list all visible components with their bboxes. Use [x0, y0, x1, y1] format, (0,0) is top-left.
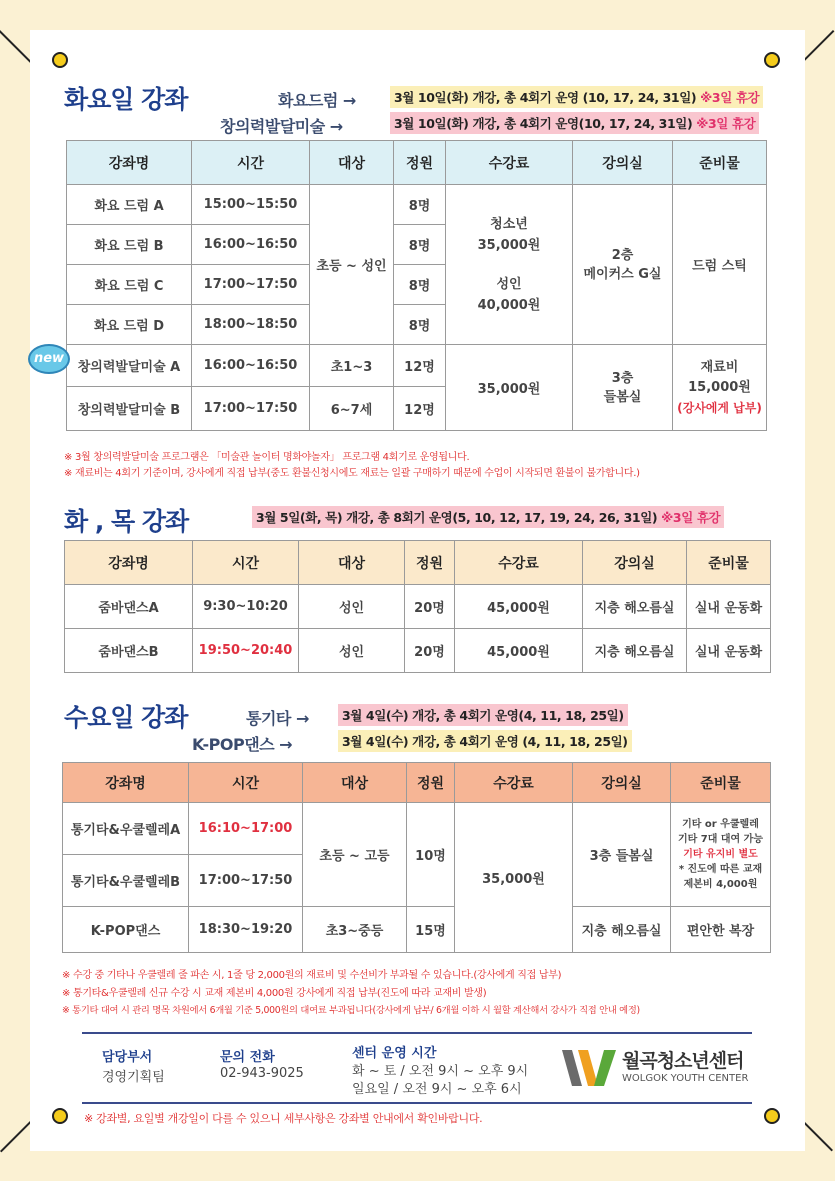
- tuesday-title: 화요일 강좌: [64, 85, 188, 114]
- art-supplies: [673, 345, 767, 431]
- guitar-room: 3층 들봄실: [573, 803, 671, 907]
- course-capacity: 20명: [405, 585, 455, 629]
- guitar-supplies: [671, 803, 771, 907]
- wednesday-fee: 35,000원: [455, 803, 573, 953]
- table-row: [65, 629, 771, 673]
- drum-holiday-note: ※3일 휴강: [700, 90, 760, 105]
- pin-top-right: [764, 52, 780, 68]
- col-header-course: 강좌명: [67, 141, 192, 185]
- center-name: 월곡청소년센터: [622, 1050, 744, 1072]
- drum-program-info: [390, 86, 763, 108]
- tuesday-table: [66, 140, 767, 431]
- col-header-fee: 수강료: [446, 141, 573, 185]
- course-name: 창의력발달미술 B: [67, 387, 192, 431]
- kpop-program-info: 3월 4일(수) 개강, 총 4회기 운영 (4, 11, 18, 25일): [338, 730, 632, 752]
- table-row: [67, 345, 767, 387]
- drum-supplies: 드럼 스틱: [673, 185, 767, 345]
- drum-fee-youth: 35,000원: [477, 237, 541, 253]
- col-header-course: 강좌명: [63, 763, 189, 803]
- art-holiday-note: ※3일 휴강: [696, 116, 756, 131]
- wednesday-table: [62, 762, 771, 953]
- drum-room-name: 메이커스 G실: [583, 266, 662, 282]
- art-supplies-payment: (강사에게 납부): [677, 400, 762, 415]
- course-time: 16:00~16:50: [192, 345, 310, 387]
- course-target: 초1~3: [310, 345, 394, 387]
- footer-bottom-rule: [82, 1102, 752, 1104]
- art-supplies-label: 재료비: [700, 359, 739, 375]
- col-header-fee: 수강료: [455, 541, 583, 585]
- tuethu-info: [252, 506, 724, 528]
- tuesday-note-1: ※ 3월 창의력발달미술 프로그램은 「미술관 놀이터 명화야놀자」 프로그램 4회기로 운영됩니다.: [64, 452, 470, 463]
- center-logo-icon: [560, 1046, 620, 1090]
- art-program-name: 창의력발달미술 →: [220, 117, 343, 136]
- course-time: 16:00~16:50: [192, 225, 310, 265]
- course-target: 성인: [299, 629, 405, 673]
- course-capacity: 15명: [407, 907, 455, 953]
- course-target: 성인: [299, 585, 405, 629]
- hours-weekday: 화 ~ 토 / 오전 9시 ~ 오후 9시: [352, 1064, 529, 1079]
- wednesday-note-2: ※ 통기타&우쿨렐레 신규 수강 시 교재 제본비 4,000원 강사에게 직접 납부(진도에 따라 교재비 발생): [62, 988, 487, 999]
- col-header-room: 강의실: [583, 541, 687, 585]
- course-supplies: 편안한 복장: [671, 907, 771, 953]
- col-header-time: 시간: [193, 541, 299, 585]
- hours-sunday: 일요일 / 오전 9시 ~ 오후 6시: [352, 1082, 522, 1097]
- tuethu-info-text: 3월 5일(화, 목) 개강, 총 8회기 운영(5, 10, 12, 17, 19, 24, 26, 31일): [256, 510, 658, 525]
- drum-room: [573, 185, 673, 345]
- guitar-supplies-4: * 진도에 따른 교재: [678, 864, 763, 875]
- course-target: 초3~중등: [303, 907, 407, 953]
- table-row: [63, 803, 771, 855]
- phone-number: 02-943-9025: [220, 1066, 304, 1081]
- course-room: 지층 해오름실: [573, 907, 671, 953]
- table-row: [67, 185, 767, 225]
- art-room: [573, 345, 673, 431]
- course-fee: 45,000원: [455, 629, 583, 673]
- logo-stroke-gray: [562, 1050, 582, 1086]
- art-supplies-cost: 15,000원: [688, 379, 751, 395]
- tuethu-title: 화 , 목 강좌: [64, 507, 189, 536]
- hours-label: 센터 운영 시간: [352, 1046, 437, 1061]
- dept-label: 담당부서: [102, 1050, 153, 1065]
- col-header-fee: 수강료: [455, 763, 573, 803]
- drum-info-text: 3월 10일(화) 개강, 총 4회기 운영 (10, 17, 24, 31일): [394, 90, 697, 105]
- table-row: [65, 585, 771, 629]
- course-name: 화요 드럼 A: [67, 185, 192, 225]
- table-row: [63, 907, 771, 953]
- tuethu-table: [64, 540, 771, 673]
- footer-top-rule: [82, 1032, 752, 1034]
- course-time: 18:30~19:20: [189, 907, 303, 953]
- art-fee: 35,000원: [446, 345, 573, 431]
- course-name: 화요 드럼 B: [67, 225, 192, 265]
- course-capacity: 12명: [394, 345, 446, 387]
- dept-name: 경영기획팀: [102, 1070, 165, 1085]
- kpop-program-name: K-POP댄스 →: [192, 735, 293, 754]
- new-badge: new: [28, 344, 70, 374]
- course-target: 6~7세: [310, 387, 394, 431]
- col-header-capacity: 정원: [394, 141, 446, 185]
- drum-fee-adult-label: 성인: [496, 276, 522, 292]
- guitar-supplies-5: 제본비 4,000원: [683, 879, 758, 890]
- guitar-supplies-2: 기타 7대 대여 가능: [677, 834, 764, 845]
- course-time: 19:50~20:40: [193, 629, 299, 673]
- course-capacity: 8명: [394, 225, 446, 265]
- art-info-text: 3월 10일(화) 개강, 총 4회기 운영(10, 17, 24, 31일): [394, 116, 693, 131]
- tuesday-note-2: ※ 재료비는 4회기 기준이며, 강사에게 직접 납부(중도 환불신청시에도 재료는 일괄 구매하기 때문에 수업이 시작되면 환불이 불가합니다.): [64, 468, 640, 479]
- logo-stroke-green: [594, 1050, 616, 1086]
- drum-program-name: 화요드럼 →: [278, 91, 356, 110]
- wednesday-title: 수요일 강좌: [64, 703, 188, 732]
- guitar-supplies-3: 기타 유지비 별도: [683, 849, 758, 860]
- course-time: 17:00~17:50: [192, 265, 310, 305]
- course-time: 17:00~17:50: [192, 387, 310, 431]
- course-room: 지층 해오름실: [583, 585, 687, 629]
- col-header-supplies: 준비물: [687, 541, 771, 585]
- guitar-program-info: 3월 4일(수) 개강, 총 4회기 운영(4, 11, 18, 25일): [338, 704, 628, 726]
- drum-room-floor: 2층: [611, 247, 634, 263]
- course-capacity: 12명: [394, 387, 446, 431]
- course-time: 16:10~17:00: [189, 803, 303, 855]
- course-name: 통기타&우쿨렐레B: [63, 855, 189, 907]
- phone-label: 문의 전화: [220, 1050, 275, 1065]
- pin-bottom-right: [764, 1108, 780, 1124]
- col-header-target: 대상: [299, 541, 405, 585]
- guitar-program-name: 통기타 →: [246, 709, 309, 728]
- course-name: 창의력발달미술 A: [67, 345, 192, 387]
- col-header-time: 시간: [192, 141, 310, 185]
- course-time: 18:00~18:50: [192, 305, 310, 345]
- col-header-supplies: 준비물: [673, 141, 767, 185]
- wednesday-note-1: ※ 수강 중 기타나 우쿨렐레 줄 파손 시, 1줄 당 2,000원의 재료비 및 수선비가 부과될 수 있습니다.(강사에게 직접 납부): [62, 970, 562, 981]
- drum-fee-adult: 40,000원: [477, 297, 541, 313]
- wednesday-note-3: ※ 통기타 대여 시 관리 명목 차원에서 6개월 기준 5,000원의 대여료 부과됩니다(강사에게 납부/ 6개월 이하 시 월할 계산해서 강사가 직접 안내 예정): [62, 1005, 640, 1016]
- course-time: 17:00~17:50: [189, 855, 303, 907]
- col-header-target: 대상: [310, 141, 394, 185]
- col-header-capacity: 정원: [407, 763, 455, 803]
- guitar-supplies-1: 기타 or 우쿨렐레: [682, 819, 759, 830]
- col-header-supplies: 준비물: [671, 763, 771, 803]
- art-room-name: 들봄실: [603, 389, 642, 405]
- drum-fee-youth-label: 청소년: [490, 216, 528, 232]
- col-header-room: 강의실: [573, 763, 671, 803]
- col-header-target: 대상: [303, 763, 407, 803]
- course-supplies: 실내 운동화: [687, 585, 771, 629]
- col-header-time: 시간: [189, 763, 303, 803]
- course-capacity: 8명: [394, 185, 446, 225]
- course-room: 지층 해오름실: [583, 629, 687, 673]
- logo-stroke-orange: [578, 1050, 598, 1086]
- course-name: 통기타&우쿨렐레A: [63, 803, 189, 855]
- course-capacity: 8명: [394, 265, 446, 305]
- course-name: 화요 드럼 C: [67, 265, 192, 305]
- course-name: 화요 드럼 D: [67, 305, 192, 345]
- course-time: 15:00~15:50: [192, 185, 310, 225]
- course-name: 줌바댄스B: [65, 629, 193, 673]
- course-supplies: 실내 운동화: [687, 629, 771, 673]
- course-fee: 45,000원: [455, 585, 583, 629]
- col-header-course: 강좌명: [65, 541, 193, 585]
- footer-note: ※ 강좌별, 요일별 개강일이 다를 수 있으니 세부사항은 강좌별 안내에서 확인바랍니다.: [84, 1112, 483, 1125]
- course-name: 줌바댄스A: [65, 585, 193, 629]
- center-name-en: WOLGOK YOUTH CENTER: [622, 1073, 749, 1084]
- guitar-capacity: 10명: [407, 803, 455, 907]
- art-room-floor: 3층: [611, 370, 634, 386]
- pin-bottom-left: [52, 1108, 68, 1124]
- pin-top-left: [52, 52, 68, 68]
- course-capacity: 20명: [405, 629, 455, 673]
- course-time: 9:30~10:20: [193, 585, 299, 629]
- col-header-room: 강의실: [573, 141, 673, 185]
- drum-fee: [446, 185, 573, 345]
- poster: [30, 30, 805, 1151]
- art-program-info: [390, 112, 759, 134]
- guitar-target: 초등 ~ 고등: [303, 803, 407, 907]
- drum-target: 초등 ~ 성인: [310, 185, 394, 345]
- course-capacity: 8명: [394, 305, 446, 345]
- col-header-capacity: 정원: [405, 541, 455, 585]
- tuethu-holiday-note: ※3일 휴강: [661, 510, 721, 525]
- course-name: K-POP댄스: [63, 907, 189, 953]
